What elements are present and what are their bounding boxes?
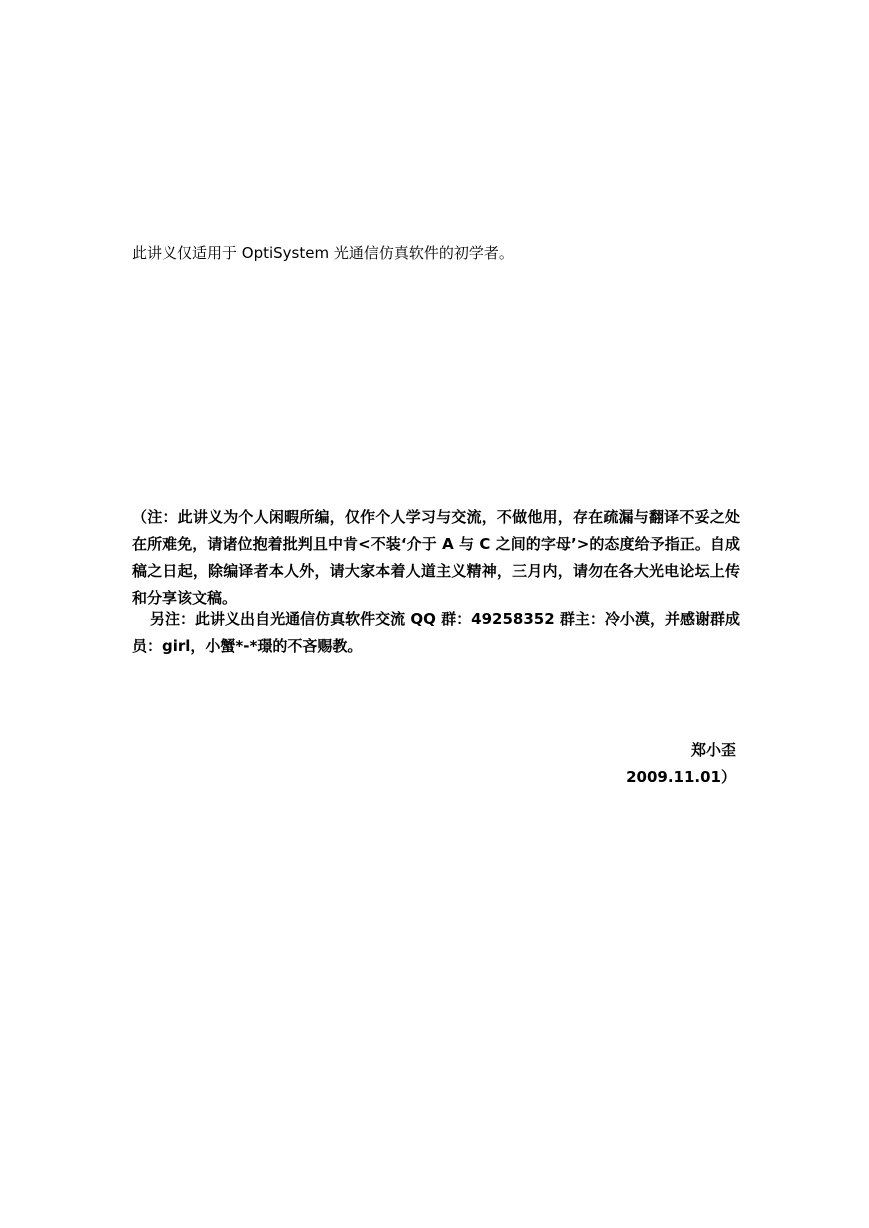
intro-text: 此讲义仅适用于 OptiSystem 光通信仿真软件的初学者。: [132, 244, 514, 262]
signature-date: 2009.11.01）: [626, 768, 736, 786]
author-signature: 郑小歪: [690, 741, 736, 759]
additional-note: 另注：此讲义出自光通信仿真软件交流 QQ 群：49258352 群主：冷小漠，并感谢群成员：girl，小蟹*-*璟的不吝赐教。: [132, 610, 740, 655]
disclaimer-note: （注：此讲义为个人闲暇所编，仅作个人学习与交流，不做他用，存在疏漏与翻译不妥之处在所难免，请诸位抱着批判且中肯<不装‘介于 A 与 C 之间的字母’>的态度给予指正。自成稿之日起，除编译者本人外，请大家本着人道主义精神，三月内，请勿在各大光电论坛上传和分享该文稿。: [132, 508, 740, 607]
